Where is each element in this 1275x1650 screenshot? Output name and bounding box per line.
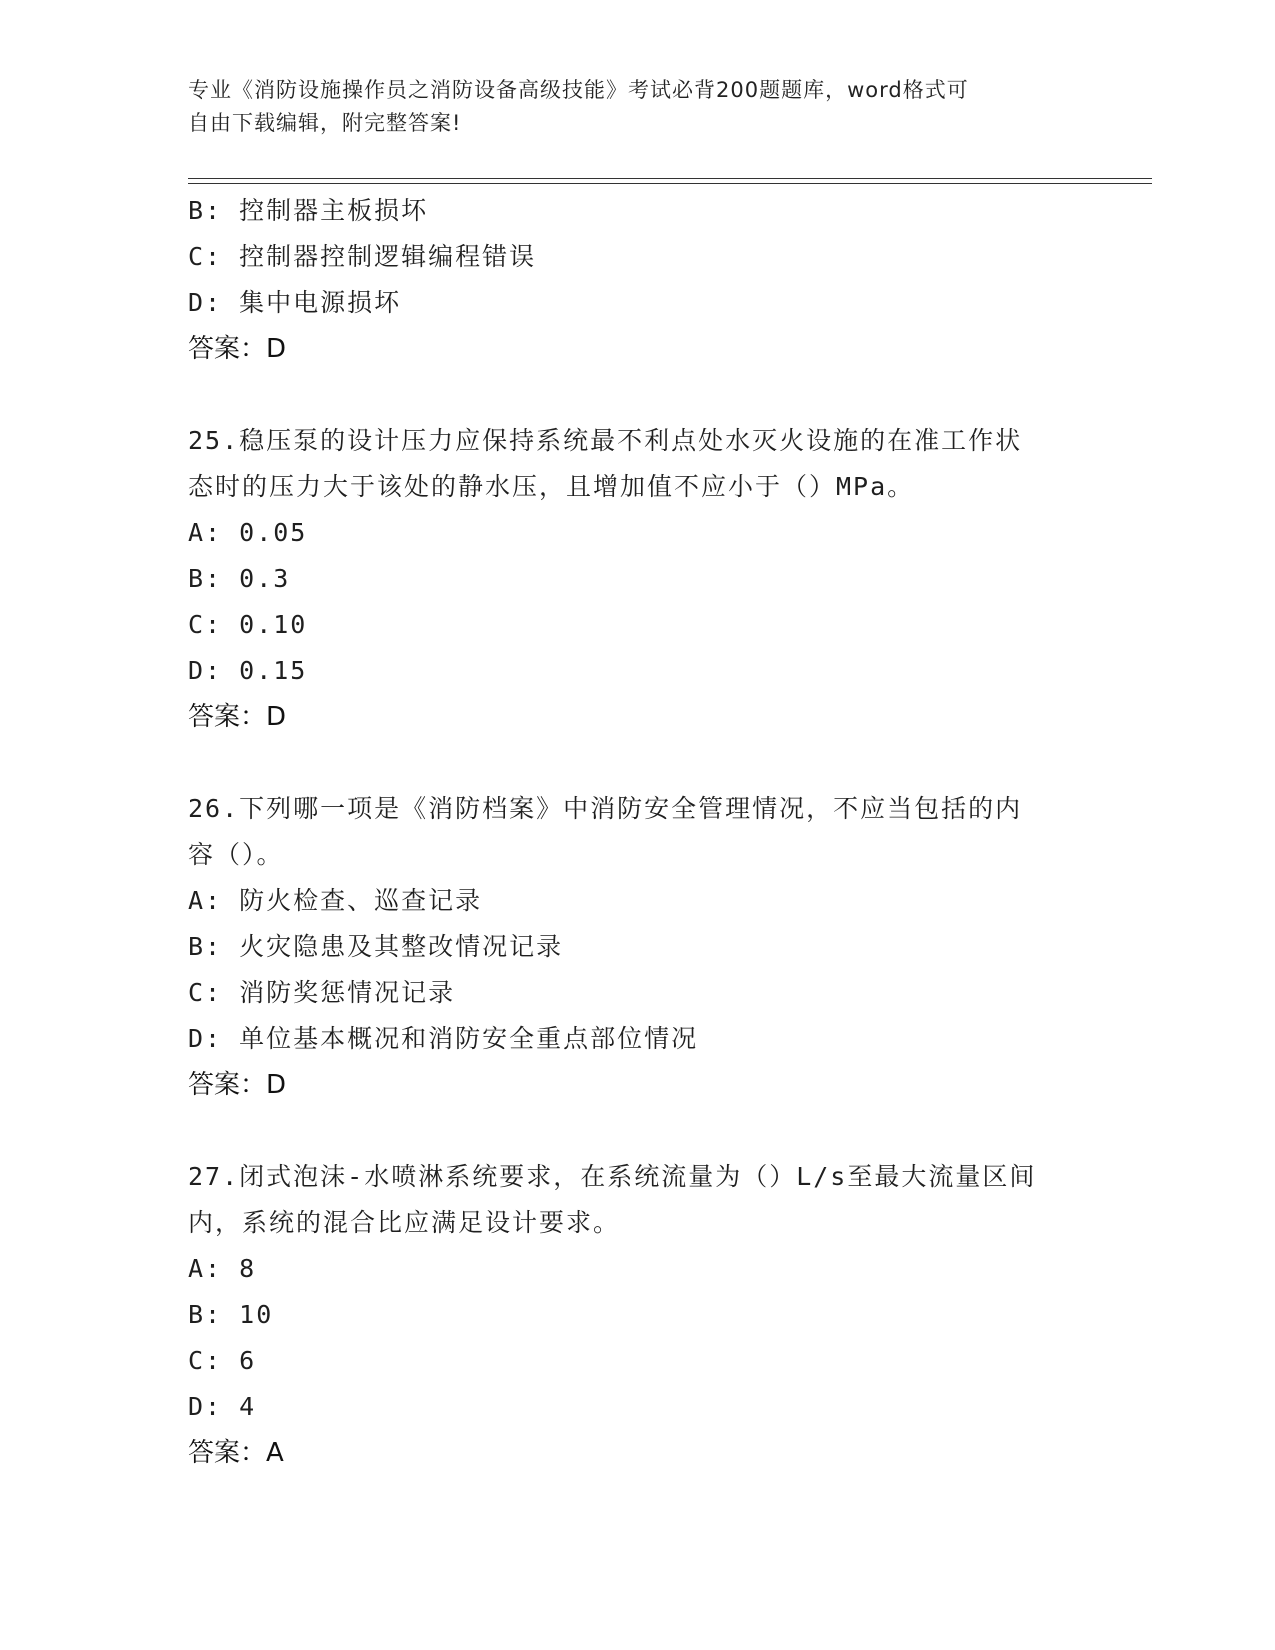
question-stem-line-1: 27.闭式泡沫-水喷淋系统要求，在系统流量为（）L/s至最大流量区间 xyxy=(188,1162,1037,1191)
question-27 xyxy=(188,1154,1088,1476)
answer: 答案：D xyxy=(188,702,287,732)
question-stem-line-1: 26.下列哪一项是《消防档案》中消防安全管理情况，不应当包括的内 xyxy=(188,794,1023,823)
option-d: D: 集中电源损坏 xyxy=(188,288,402,317)
header-divider-bottom xyxy=(188,183,1152,184)
answer: 答案：D xyxy=(188,1070,287,1100)
question-stem-line-2: 内，系统的混合比应满足设计要求。 xyxy=(188,1208,621,1237)
question-stem-line-1: 25.稳压泵的设计压力应保持系统最不利点处水灭火设施的在准工作状 xyxy=(188,426,1023,455)
option-d: D: 0.15 xyxy=(188,656,308,685)
option-d: D: 单位基本概况和消防安全重点部位情况 xyxy=(188,1024,699,1053)
option-b: B: 控制器主板损坏 xyxy=(188,196,429,225)
option-a: A: 8 xyxy=(188,1254,257,1283)
question-stem-line-2: 态时的压力大于该处的静水压，且增加值不应小于（）MPa。 xyxy=(188,472,915,501)
option-c: C: 6 xyxy=(188,1346,257,1375)
answer: 答案：D xyxy=(188,334,287,364)
option-b: B: 火灾隐患及其整改情况记录 xyxy=(188,932,564,961)
option-b: B: 0.3 xyxy=(188,564,291,593)
question-25 xyxy=(188,418,1088,740)
question-24 xyxy=(188,188,1088,372)
header-divider-top xyxy=(188,178,1152,179)
question-26 xyxy=(188,786,1088,1108)
option-d: D: 4 xyxy=(188,1392,257,1421)
option-c: C: 0.10 xyxy=(188,610,308,639)
option-a: A: 防火检查、巡查记录 xyxy=(188,886,483,915)
question-list xyxy=(188,188,1088,1476)
header-line-1: 专业《消防设施操作员之消防设备高级技能》考试必背200题题库，word格式可 xyxy=(188,78,969,102)
spacer xyxy=(188,372,1088,418)
question-stem-line-2: 容（）。 xyxy=(188,840,284,869)
option-b: B: 10 xyxy=(188,1300,274,1329)
header-line-2: 自由下载编辑，附完整答案! xyxy=(188,111,462,135)
document-header xyxy=(188,74,1068,140)
option-c: C: 消防奖惩情况记录 xyxy=(188,978,456,1007)
option-c: C: 控制器控制逻辑编程错误 xyxy=(188,242,537,271)
spacer xyxy=(188,740,1088,786)
spacer xyxy=(188,1108,1088,1154)
option-a: A: 0.05 xyxy=(188,518,308,547)
answer: 答案：A xyxy=(188,1438,284,1468)
